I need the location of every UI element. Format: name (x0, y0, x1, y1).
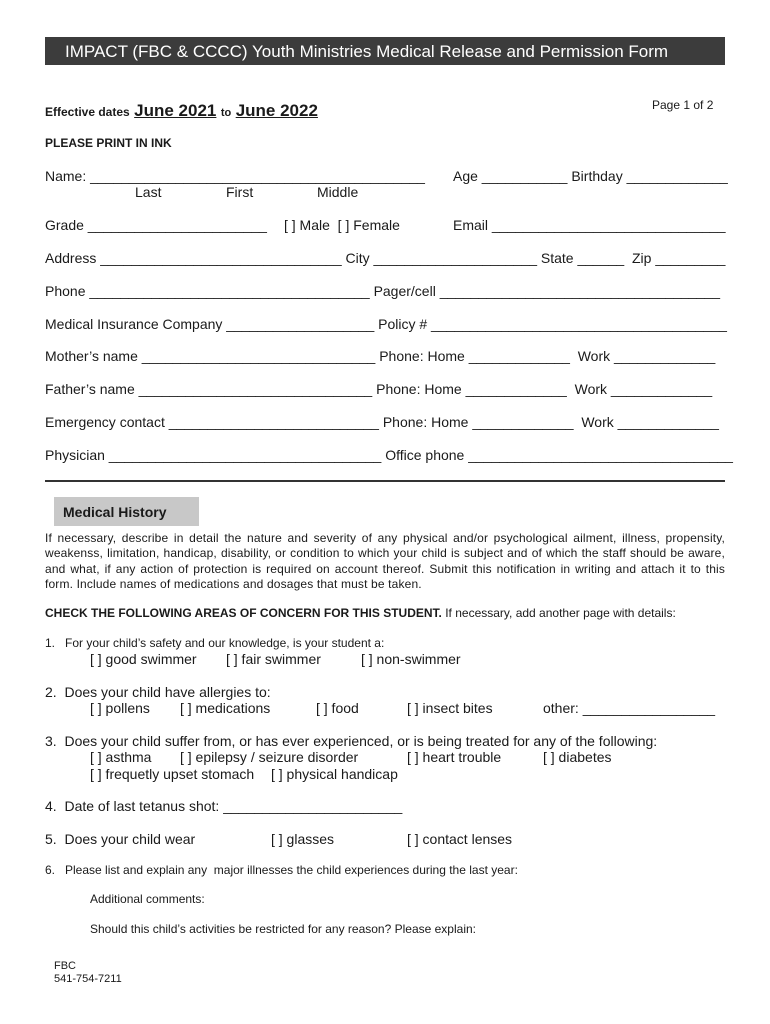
start-date: June 2021 (134, 101, 217, 120)
medical-intro: If necessary, describe in detail the nature and severity of any physical and/or psychological ailment, illness, propensity, weakenss, limitation, handicap, disability, or condition to which your child is subject and of which the staff should be aware, and what, if any action of protection is required on account thereof. Submit this notification in writing and attach it to this form. Include names of medications and dosages that must be taken. (45, 531, 725, 591)
q1-good-swimmer[interactable]: [ ] good swimmer (90, 651, 197, 667)
q2-pollens[interactable]: [ ] pollens (90, 700, 150, 716)
name-middle-label: Middle (317, 184, 359, 200)
address-row[interactable]: Address _______________________________ City _____________________ State ______ Zip _________ (45, 250, 726, 266)
check-heading: CHECK THE FOLLOWING AREAS OF CONCERN FOR THIS STUDENT. (45, 606, 442, 620)
q2-medications[interactable]: [ ] medications (180, 700, 271, 716)
footer-phone: 541-754-7211 (54, 973, 122, 985)
father-row[interactable]: Father’s name ______________________________ Phone: Home _____________ Work _____________ (45, 381, 713, 397)
to-label: to (220, 107, 232, 119)
phone-row[interactable]: Phone ____________________________________ Pager/cell ____________________________________ (45, 283, 721, 299)
q3-asthma[interactable]: [ ] asthma (90, 749, 152, 765)
medical-history-heading: Medical History (63, 504, 167, 520)
q2-insect-bites[interactable]: [ ] insect bites (407, 700, 493, 716)
form-title: IMPACT (FBC & CCCC) Youth Ministries Medical Release and Permission Form (65, 42, 669, 61)
emergency-row[interactable]: Emergency contact ___________________________ Phone: Home _____________ Work _____________ (45, 414, 719, 430)
name-last-label: Last (135, 184, 162, 200)
q3-heart-trouble[interactable]: [ ] heart trouble (407, 749, 502, 765)
section-divider (45, 480, 725, 482)
q5-glasses[interactable]: [ ] glasses (271, 831, 335, 847)
check-note: If necessary, add another page with details: (441, 606, 676, 620)
question-2: 2. Does your child have allergies to: (45, 684, 271, 700)
physician-row[interactable]: Physician ___________________________________ Office phone __________________________________ (45, 447, 733, 463)
email-field[interactable]: Email ______________________________ (453, 217, 726, 233)
mother-row[interactable]: Mother’s name ______________________________ Phone: Home _____________ Work _____________ (45, 348, 716, 364)
restricted-question: Should this child’s activities be restricted for any reason? Please explain: (90, 922, 476, 936)
q2-food[interactable]: [ ] food (316, 700, 359, 716)
q3-diabetes[interactable]: [ ] diabetes (543, 749, 612, 765)
q1-fair-swimmer[interactable]: [ ] fair swimmer (226, 651, 321, 667)
insurance-row[interactable]: Medical Insurance Company ___________________ Policy # ______________________________________ (45, 316, 727, 332)
check-heading-line (45, 606, 676, 620)
q2-other[interactable]: other: _________________ (543, 700, 716, 716)
question-3: 3. Does your child suffer from, or has ever experienced, or is being treated for any of the following: (45, 733, 658, 749)
grade-field[interactable]: Grade _______________________ (45, 217, 267, 233)
additional-comments: Additional comments: (90, 892, 205, 906)
q3-physical-handicap[interactable]: [ ] physical handicap (271, 766, 398, 782)
q1-non-swimmer[interactable]: [ ] non-swimmer (361, 651, 461, 667)
sex-checkboxes[interactable]: [ ] Male [ ] Female (284, 217, 400, 233)
name-field[interactable]: Name: ___________________________________________ (45, 168, 425, 184)
print-note: PLEASE PRINT IN INK (45, 136, 172, 150)
footer-org: FBC (54, 960, 76, 972)
effective-label: Effective dates (45, 105, 130, 119)
question-5: 5. Does your child wear (45, 831, 196, 847)
question-1: 1. For your child’s safety and our knowledge, is your student a: (45, 636, 385, 650)
end-date: June 2022 (235, 101, 318, 120)
age-birthday-field[interactable]: Age ___________ Birthday _____________ (453, 168, 728, 184)
name-first-label: First (226, 184, 254, 200)
question-6: 6. Please list and explain any major illnesses the child experiences during the last year: (45, 863, 518, 877)
q5-contact-lenses[interactable]: [ ] contact lenses (407, 831, 513, 847)
page-number: Page 1 of 2 (652, 98, 714, 112)
q3-epilepsy[interactable]: [ ] epilepsy / seizure disorder (180, 749, 359, 765)
question-4[interactable]: 4. Date of last tetanus shot: _______________________ (45, 798, 403, 814)
effective-dates (45, 101, 318, 121)
q3-upset-stomach[interactable]: [ ] frequetly upset stomach (90, 766, 255, 782)
